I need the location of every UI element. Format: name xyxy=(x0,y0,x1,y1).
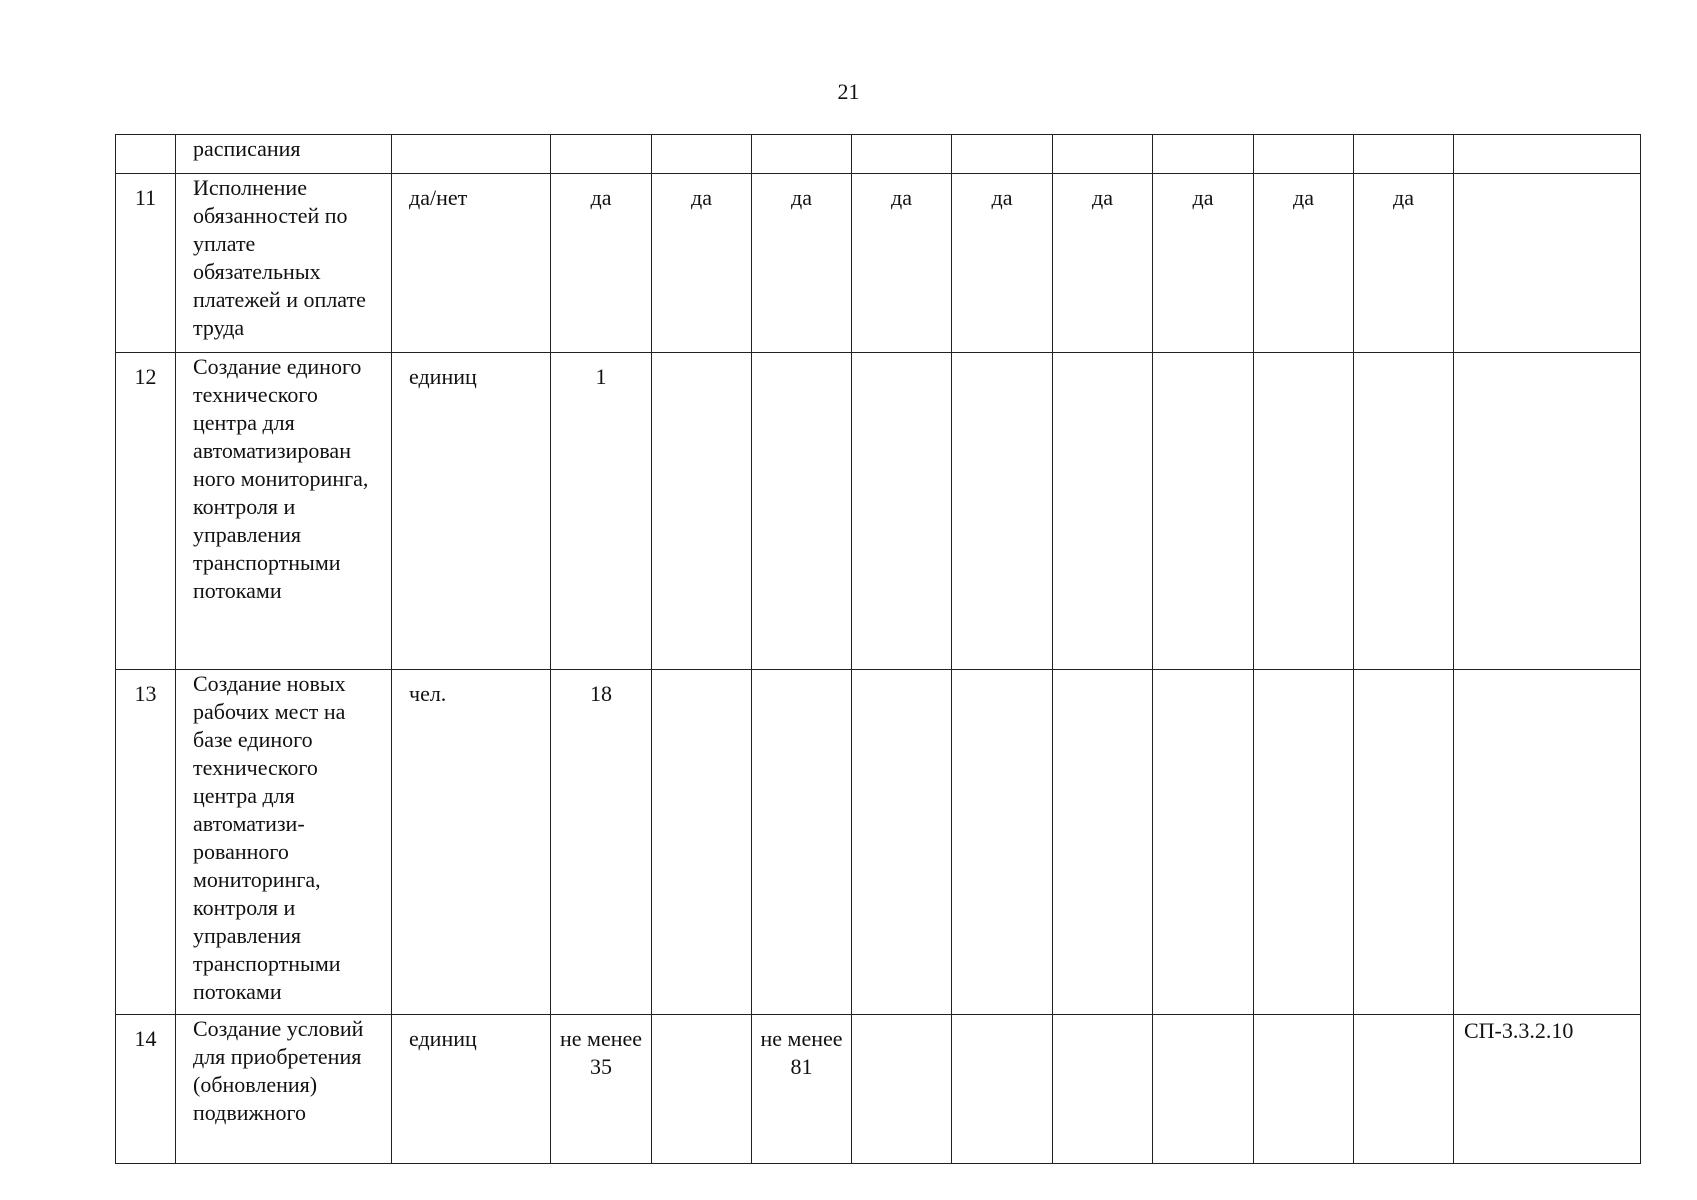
row-number: 12 xyxy=(116,353,176,670)
value-cell xyxy=(551,135,652,174)
value-cell xyxy=(1254,670,1354,1015)
value-cell xyxy=(752,353,852,670)
value-cell xyxy=(1153,353,1254,670)
value-cell xyxy=(752,135,852,174)
value-cell: да xyxy=(1254,174,1354,353)
indicator-name: Создание единого технического центра для автоматизирован ного мониторинга, контроля и управления транспортными потоками xyxy=(176,353,392,670)
value-cell: да xyxy=(1354,174,1454,353)
indicator-name: Создание новых рабочих мест на базе единого технического центра для автоматизи-рованного мониторинга, контроля и управления транспортными потоками xyxy=(176,670,392,1015)
note-cell xyxy=(1454,135,1641,174)
value-cell xyxy=(952,135,1053,174)
note-cell xyxy=(1454,353,1641,670)
value-cell: да xyxy=(852,174,952,353)
table-row xyxy=(116,1015,1641,1164)
value-cell xyxy=(1254,1015,1354,1164)
value-cell: да xyxy=(1053,174,1153,353)
indicators-table xyxy=(115,134,1641,1164)
value-cell xyxy=(1153,670,1254,1015)
value-cell xyxy=(952,670,1053,1015)
value-cell: да xyxy=(652,174,752,353)
value-cell: да xyxy=(752,174,852,353)
value-cell: 18 xyxy=(551,670,652,1015)
value-cell xyxy=(1254,135,1354,174)
value-cell xyxy=(752,670,852,1015)
value-cell xyxy=(1254,353,1354,670)
value-cell: не менее 35 xyxy=(551,1015,652,1164)
value-cell xyxy=(1153,135,1254,174)
note-cell: СП-3.3.2.10 xyxy=(1454,1015,1641,1164)
page-number: 21 xyxy=(837,79,860,104)
unit-cell xyxy=(392,135,551,174)
value-cell xyxy=(1053,135,1153,174)
value-cell xyxy=(852,670,952,1015)
table-row xyxy=(116,135,1641,174)
indicator-name: расписания xyxy=(176,135,392,174)
value-cell xyxy=(652,670,752,1015)
value-cell xyxy=(652,1015,752,1164)
value-cell xyxy=(1354,135,1454,174)
table-row xyxy=(116,670,1641,1015)
unit-cell: да/нет xyxy=(392,174,551,353)
row-number xyxy=(116,135,176,174)
indicator-name: Исполнение обязанностей по уплате обязательных платежей и оплате труда xyxy=(176,174,392,353)
value-cell xyxy=(1153,1015,1254,1164)
note-cell xyxy=(1454,670,1641,1015)
unit-cell: чел. xyxy=(392,670,551,1015)
value-cell xyxy=(1354,353,1454,670)
value-cell: да xyxy=(952,174,1053,353)
value-cell xyxy=(1354,1015,1454,1164)
value-cell: не менее 81 xyxy=(752,1015,852,1164)
unit-cell: единиц xyxy=(392,1015,551,1164)
unit-cell: единиц xyxy=(392,353,551,670)
note-cell xyxy=(1454,174,1641,353)
value-cell xyxy=(852,135,952,174)
table-row xyxy=(116,174,1641,353)
value-cell xyxy=(652,135,752,174)
indicator-name: Создание условий для приобретения (обновления) подвижного xyxy=(176,1015,392,1164)
value-cell xyxy=(1053,1015,1153,1164)
value-cell xyxy=(652,353,752,670)
value-cell xyxy=(952,1015,1053,1164)
value-cell xyxy=(1354,670,1454,1015)
value-cell xyxy=(852,353,952,670)
value-cell: да xyxy=(1153,174,1254,353)
row-number: 11 xyxy=(116,174,176,353)
value-cell xyxy=(1053,670,1153,1015)
value-cell xyxy=(1053,353,1153,670)
value-cell xyxy=(852,1015,952,1164)
value-cell: да xyxy=(551,174,652,353)
row-number: 14 xyxy=(116,1015,176,1164)
value-cell xyxy=(952,353,1053,670)
table-row xyxy=(116,353,1641,670)
row-number: 13 xyxy=(116,670,176,1015)
value-cell: 1 xyxy=(551,353,652,670)
